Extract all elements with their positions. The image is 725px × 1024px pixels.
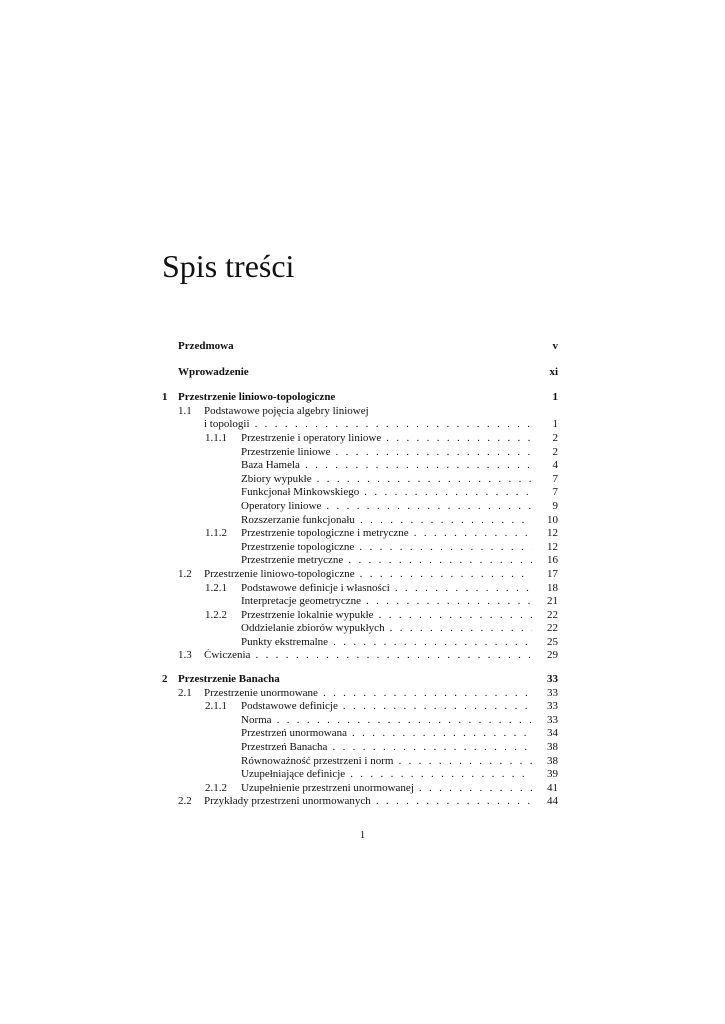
toc-entry (162, 782, 558, 796)
toc-entry-title: Przestrzenie lokalnie wypukłe . . . (241, 609, 532, 623)
toc-entry-title: Przestrzenie liniowo-topologiczne (178, 391, 336, 404)
toc-entry-title: Oddzielanie zbiorów wypukłych . . . (241, 622, 532, 636)
toc-entry (162, 768, 558, 782)
toc-entry-title: Przestrzenie i operatory liniowe . . . (241, 432, 532, 446)
toc-entry-page: 29 (547, 649, 558, 662)
toc-entry-title: Uzupełnienie przestrzeni unormowanej . . . (241, 782, 532, 796)
toc-entry-page: 34 (547, 727, 558, 740)
toc-entry-number: 1.1.2 (205, 527, 227, 540)
toc-entry-title: Przestrzenie topologiczne . . . (241, 541, 532, 555)
toc-entry (162, 514, 558, 528)
toc-entry-title: Przestrzenie topologiczne i metryczne . . . (241, 527, 532, 541)
toc-entry-number: 1 (162, 391, 168, 404)
toc-entry-page: 12 (547, 540, 558, 553)
toc-entry-page: 41 (547, 781, 558, 794)
toc-entry (162, 687, 558, 701)
toc-entry-title: Przestrzenie liniowe . . . (241, 446, 532, 460)
toc-entry-title: Norma . . . (241, 714, 532, 728)
toc-entry (162, 568, 558, 582)
toc-entry-title: Przedmowa (178, 340, 234, 352)
table-of-contents (162, 340, 558, 809)
toc-entry (162, 432, 558, 446)
toc-entry-page: 38 (547, 754, 558, 767)
toc-entry-title: Przestrzenie Banacha (178, 673, 280, 686)
toc-entry-number: 1.1 (178, 404, 192, 417)
toc-entry (162, 741, 558, 755)
toc-entry-title: Podstawowe definicje . . . (241, 700, 532, 714)
toc-entry-title: Ćwiczenia . . . (204, 649, 532, 663)
toc-entry-page: 21 (547, 595, 558, 608)
toc-entry-page: 17 (547, 567, 558, 580)
toc-entry (162, 473, 558, 487)
toc-entry-page: 7 (552, 486, 558, 499)
toc-entry-page: 16 (547, 554, 558, 567)
toc-entry-page: 44 (547, 795, 558, 808)
toc-entry-page: 33 (547, 673, 558, 686)
toc-entry-page: 2 (552, 445, 558, 458)
toc-entry (162, 714, 558, 728)
toc-entry (162, 649, 558, 663)
toc-entry-page: 25 (547, 635, 558, 648)
toc-entry (162, 609, 558, 623)
toc-entry (162, 541, 558, 555)
toc-entry-page: 2 (552, 431, 558, 444)
toc-entry-number: 1.3 (178, 649, 192, 662)
toc-entry-title: Podstawowe definicje i własności . . . (241, 582, 532, 596)
toc-entry-page: 38 (547, 741, 558, 754)
toc-entry-page: 1 (552, 418, 558, 431)
toc-entry-page: 10 (547, 513, 558, 526)
toc-entry-title: Uzupełniające definicje . . . (241, 768, 532, 782)
toc-entry-page: v (552, 340, 558, 352)
toc-entry (162, 486, 558, 500)
toc-entry (162, 636, 558, 650)
toc-entry (162, 527, 558, 541)
toc-entry-number: 2.1.2 (205, 781, 227, 794)
toc-entry (162, 418, 558, 432)
toc-entry-page: 22 (547, 622, 558, 635)
toc-chapter-entry (162, 340, 558, 354)
toc-entry-title: Podstawowe pojęcia algebry liniowej (204, 404, 369, 417)
toc-entry (162, 405, 558, 419)
toc-entry-page: 18 (547, 581, 558, 594)
toc-spacer (162, 354, 558, 366)
toc-entry-title: Zbiory wypukłe . . . (241, 473, 532, 487)
toc-entry-page: 9 (552, 499, 558, 512)
toc-chapter-entry (162, 366, 558, 380)
toc-entry-title: Funkcjonał Minkowskiego . . . (241, 486, 532, 500)
toc-entry-title: Równoważność przestrzeni i norm . . . (241, 755, 532, 769)
toc-entry-page: 4 (552, 459, 558, 472)
toc-entry (162, 582, 558, 596)
toc-entry-title: Punkty ekstremalne . . . (241, 636, 532, 650)
toc-entry-number: 1.1.1 (205, 431, 227, 444)
toc-entry (162, 554, 558, 568)
toc-entry-number: 2.2 (178, 795, 192, 808)
toc-entry-page: 1 (552, 391, 558, 404)
toc-entry-number: 2.1 (178, 686, 192, 699)
toc-entry (162, 700, 558, 714)
toc-entry-title: Wprowadzenie (178, 365, 249, 378)
toc-spacer (162, 379, 558, 391)
toc-entry (162, 727, 558, 741)
toc-chapter-entry (162, 673, 558, 687)
toc-entry-page: 39 (547, 768, 558, 781)
toc-entry-title: Interpretacje geometryczne . . . (241, 595, 532, 609)
toc-entry-title: Przykłady przestrzeni unormowanych . . . (204, 795, 532, 809)
toc-entry (162, 500, 558, 514)
page-number: 1 (359, 829, 366, 841)
toc-entry-title: Przestrzenie metryczne . . . (241, 554, 532, 568)
toc-entry-number: 1.2 (178, 567, 192, 580)
toc-entry-page: 7 (552, 472, 558, 485)
toc-entry (162, 446, 558, 460)
toc-entry-number: 1.2.2 (205, 608, 227, 621)
toc-entry-page: 12 (547, 527, 558, 540)
toc-spacer (162, 663, 558, 673)
toc-entry-page: 33 (547, 713, 558, 726)
page-title: Spis treści (162, 248, 295, 284)
toc-entry-title: Przestrzenie unormowane . . . (204, 687, 532, 701)
toc-entry (162, 795, 558, 809)
toc-entry (162, 459, 558, 473)
toc-entry-title: Przestrzeń unormowana . . . (241, 727, 532, 741)
toc-entry-number: 1.2.1 (205, 581, 227, 594)
toc-entry-page: 33 (547, 686, 558, 699)
toc-entry-title: Przestrzeń Banacha . . . (241, 741, 532, 755)
toc-entry-number: 2 (162, 673, 168, 686)
toc-entry (162, 622, 558, 636)
toc-entry-page: 33 (547, 700, 558, 713)
toc-entry (162, 595, 558, 609)
toc-entry-number: 2.1.1 (205, 700, 227, 713)
toc-entry-title: i topologii . . . (204, 418, 532, 432)
toc-entry-page: xi (549, 365, 558, 378)
toc-entry-page: 22 (547, 608, 558, 621)
toc-entry-title: Baza Hamela . . . (241, 459, 532, 473)
toc-chapter-entry (162, 391, 558, 405)
toc-entry (162, 755, 558, 769)
toc-entry-title: Rozszerzanie funkcjonału . . . (241, 514, 532, 528)
toc-entry-title: Przestrzenie liniowo-topologiczne . . . (204, 568, 532, 582)
toc-entry-title: Operatory liniowe . . . (241, 500, 532, 514)
